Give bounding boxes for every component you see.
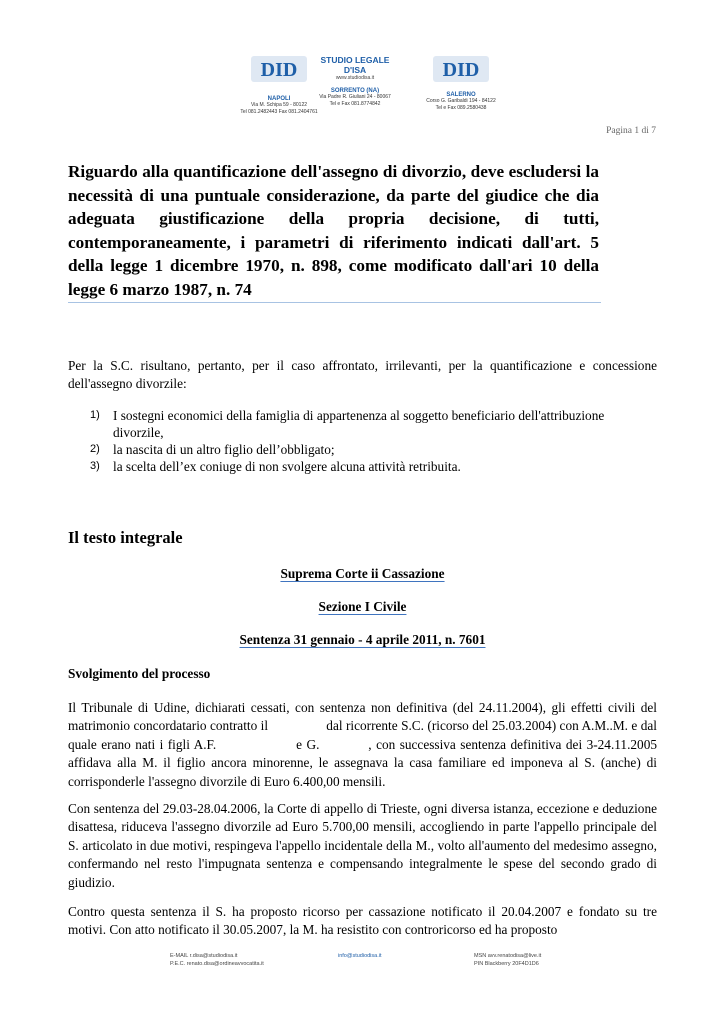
- body-paragraph: Contro questa sentenza il S. ha proposto ricorso per cassazione notificato il 20.04.2007 e fondato su tre motivi. Con atto notificato il 30.05.2007, la M. ha resistito con controricorso ed ha proposto: [68, 904, 657, 938]
- office-city: SORRENTO (NA): [330, 88, 380, 94]
- office-phone: Tel e Fax 089.2580438: [435, 104, 487, 111]
- list-item-text: I sostegni economici della famiglia di appartenenza al soggetto beneficiario dell'attribuzione divorzile,: [113, 408, 605, 440]
- office-sorrento: [309, 88, 401, 107]
- footer-pec: P.E.C. renato.disa@ordineavvocatita.it: [170, 961, 264, 967]
- firm-logo-right-graphic: [432, 54, 490, 84]
- svg-text:DID: DID: [442, 59, 480, 81]
- firm-logo-left: [250, 54, 308, 84]
- footer-info-email: info@studiodisa.it: [338, 953, 382, 959]
- office-city: NAPOLI: [267, 96, 291, 102]
- judgment-reference-text: Sentenza 31 gennaio - 4 aprile 2011, n. 7601: [239, 632, 486, 647]
- intro-paragraph: Per la S.C. risultano, pertanto, per il caso affrontato, irrilevanti, per la quantificazione e concessione dell'assegno divorzile:: [68, 358, 657, 392]
- list-item-number: 3): [90, 460, 100, 472]
- page-indicator: Pagina 1 di 7: [606, 126, 656, 136]
- list-item: [90, 407, 657, 441]
- document-headline: Riguardo alla quantificazione dell'assegno di divorzio, deve escludersi la necessità di una puntuale considerazione, da parte del giudice che dia adeguata giustificazione della propria decisione, di tutti, contemporaneamente, i parametri di riferimento indicati dall'art. 5 della legge 1 dicembre 1970, n. 898, come modificato dall'ari 10 della legge 6 marzo 1987, n. 74: [68, 162, 599, 299]
- office-address: Via M. Schipa 59 - 80122: [250, 102, 308, 109]
- footer-email: E-MAIL r.disa@studiodisa.it: [170, 953, 238, 959]
- body-paragraph: Con sentenza del 29.03-28.04.2006, la Corte di appello di Trieste, ogni diversa istanza, eccezione e deduzione disattesa, riduceva l'assegno divorzile ad Euro 5.700,00 mensili, accogliendo in parte l'appello principale del S. articolato in due motivi, respingeva l'appello incidentale della M., volto all'aumento del medesimo assegno, confermando nel resto l'impugnata sentenza e compensando integralmente le spese del secondo grado di giudizio.: [68, 801, 657, 890]
- footer-contacts-left: [170, 952, 264, 968]
- office-address: Corso G. Garibaldi 194 - 84122: [426, 98, 496, 105]
- footer-pin: PIN Blackberry 20F4D1D6: [474, 961, 539, 967]
- footer-contacts-right: [474, 952, 541, 968]
- office-city: SALERNO: [446, 92, 476, 98]
- office-address: Via Padre R. Giuliani 24 - 80067: [319, 94, 391, 101]
- court-section-text: Sezione I Civile: [318, 599, 407, 614]
- list-item-number: 2): [90, 443, 100, 455]
- office-salerno: [418, 92, 504, 111]
- court-name: [68, 566, 657, 582]
- office-phone: Tel e Fax 081.8774842: [329, 100, 381, 107]
- firm-logo-left-graphic: [250, 54, 308, 84]
- list-item-text: la scelta dell’ex coniuge di non svolgere alcuna attività retribuita.: [113, 459, 461, 474]
- firm-website: www.studiodisa.it: [335, 75, 375, 81]
- footer-msn: MSN avv.renatodisa@live.it: [474, 953, 542, 959]
- firm-name-line1: STUDIO LEGALE: [320, 55, 390, 65]
- list-item-text: la nascita di un altro figlio dell’obbligato;: [113, 442, 335, 457]
- body-paragraph: Il Tribunale di Udine, dichiarati cessati, con sentenza non definitiva (del 24.11.2004), gli effetti civili del matrimonio concordatario contratto il dal ricorrente S.C. (ricorso del 25.03.2004) con A.M..M. e dal quale erano nati i figli A.F. e G. , con successiva sentenza definitiva dei 3-24.11.2005 affidava alla M. il figlio ancora minorenne, le assegnava la casa familiare ed imponeva al S. (anche) di corrisponderle l'assegno divorzile di Euro 6.400,00 mensili.: [68, 700, 661, 789]
- headline-divider: [68, 302, 601, 303]
- irrelevant-factors-list: [90, 407, 657, 475]
- list-item: [90, 458, 657, 475]
- section-title: Il testo integrale: [68, 528, 183, 547]
- proceedings-heading: Svolgimento del processo: [68, 666, 211, 681]
- court-name-text: Suprema Corte ii Cassazione: [280, 566, 445, 581]
- firm-name-block: [312, 55, 398, 82]
- firm-name-line2: D'ISA: [343, 65, 367, 75]
- list-item: [90, 441, 657, 458]
- list-item-number: 1): [90, 409, 100, 421]
- office-phone: Tel 081.2482443 Fax 081.2404761: [240, 108, 318, 115]
- court-section: [68, 599, 657, 615]
- firm-logo-right: [432, 54, 490, 84]
- judgment-reference: [68, 632, 657, 648]
- svg-text:DID: DID: [260, 59, 298, 81]
